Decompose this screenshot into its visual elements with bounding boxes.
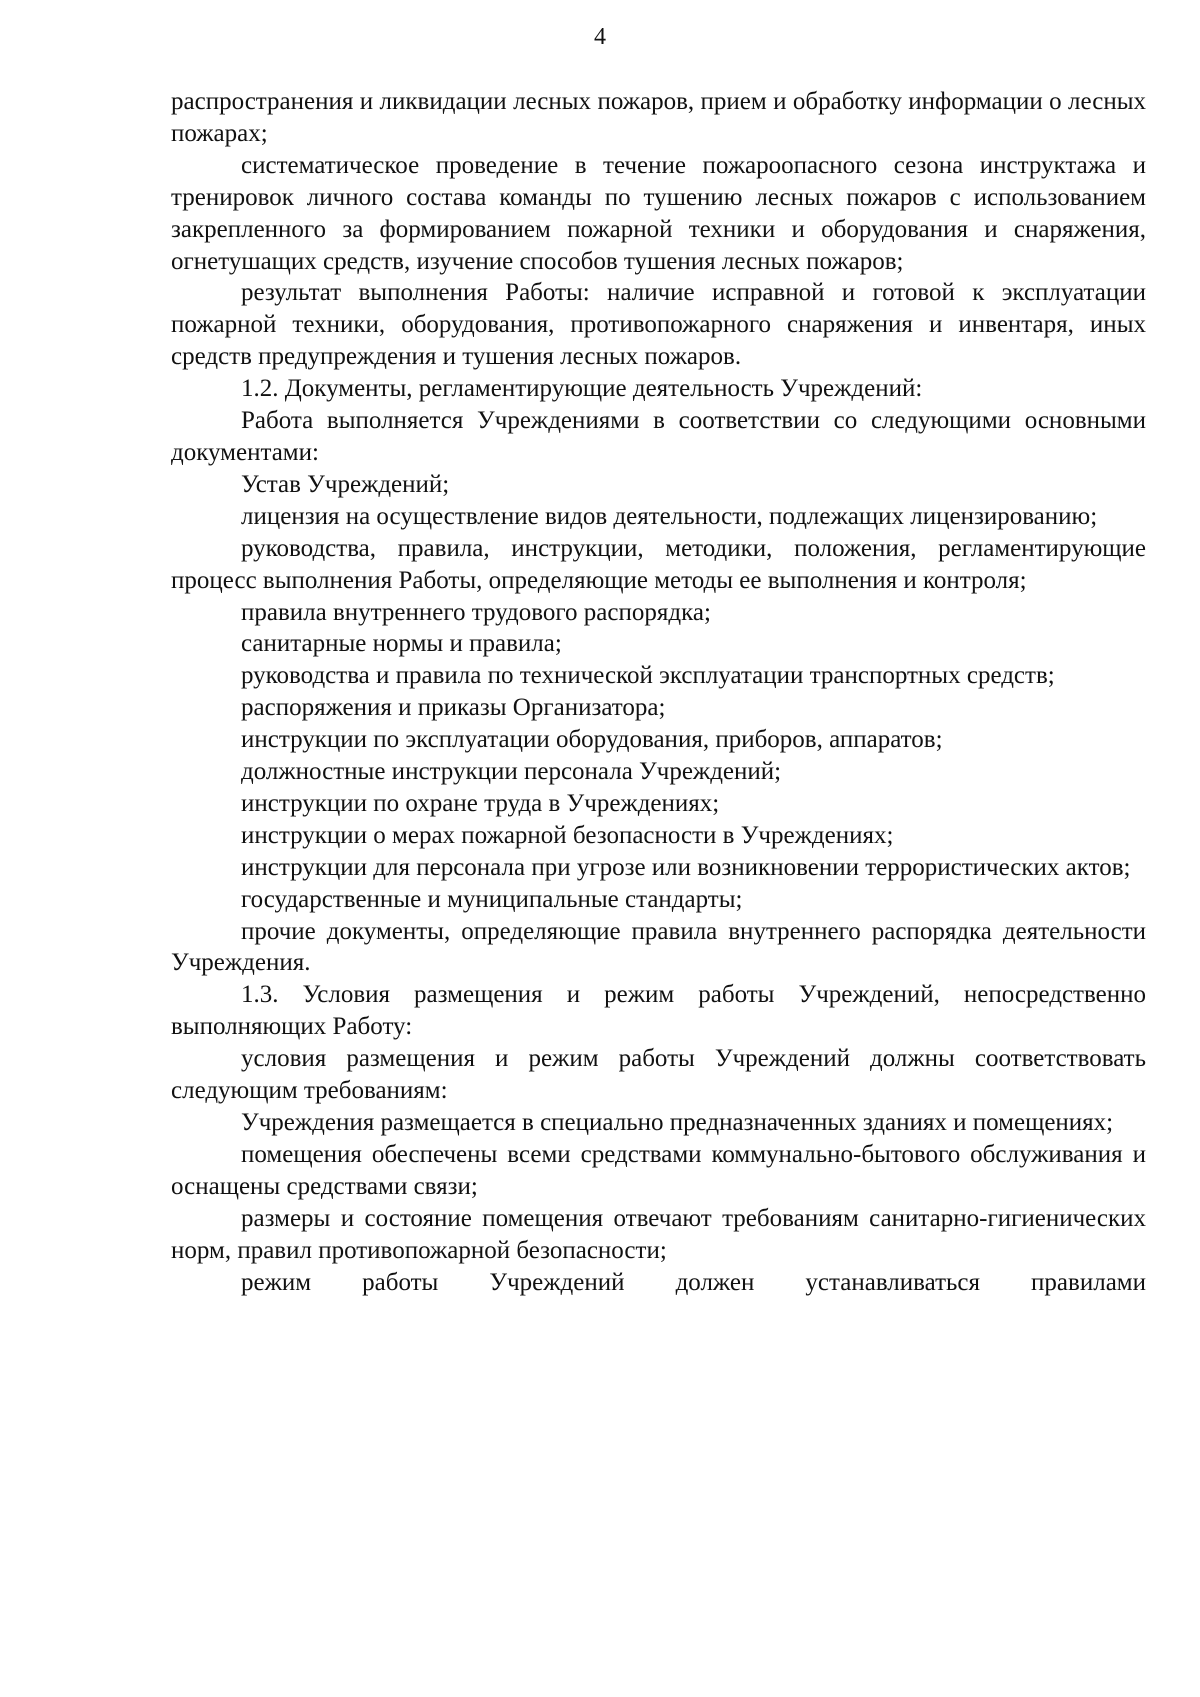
- paragraph-systematic-training: систематическое проведение в течение пожароопасного сезона инструктажа и тренировок личного состава команды по тушению лесных пожаров с использованием закрепленного за формированием пожарной техники и оборудования и снаряжения, огнетушащих средств, изучение способов тушения лесных пожаров;: [171, 151, 1146, 275]
- list-item-labor-safety: инструкции по охране труда в Учреждениях;: [241, 789, 720, 817]
- paragraph-fire-info-processing: распространения и ликвидации лесных пожаров, прием и обработку информации о лесных пожарах;: [171, 88, 1146, 147]
- list-item-job-descriptions: должностные инструкции персонала Учреждений;: [241, 758, 782, 786]
- list-item-other-documents: прочие документы, определяющие правила внутреннего распорядка деятельности Учреждения.: [171, 917, 1146, 977]
- paragraph-work-result: результат выполнения Работы: наличие исправной и готовой к эксплуатации пожарной техники, оборудования, противопожарного снаряжения и инвентаря, иных средств предупреждения и тушения лесных пожаров.: [171, 279, 1146, 371]
- paragraph-documents-intro: Работа выполняется Учреждениями в соответствии со следующими основными документами:: [171, 407, 1146, 466]
- page-number: 4: [594, 24, 606, 50]
- list-item-fire-safety: инструкции о мерах пожарной безопасности в Учреждениях;: [241, 821, 894, 849]
- list-item-equipment-instructions: инструкции по эксплуатации оборудования, приборов, аппаратов;: [241, 726, 943, 754]
- paragraph-conditions-intro: условия размещения и режим работы Учреждений должны соответствовать следующим требованиям:: [171, 1045, 1146, 1105]
- list-item-charter: Устав Учреждений;: [241, 470, 450, 498]
- list-item-room-requirements: размеры и состояние помещения отвечают требованиям санитарно-гигиенических норм, правил противопожарной безопасности;: [171, 1204, 1146, 1264]
- list-item-utilities: помещения обеспечены всеми средствами коммунально-бытового обслуживания и оснащены средствами связи;: [171, 1140, 1146, 1200]
- list-item-internal-rules: правила внутреннего трудового распорядка;: [241, 598, 711, 626]
- section-heading-1-2: 1.2. Документы, регламентирующие деятельность Учреждений:: [241, 375, 923, 403]
- list-item-vehicle-rules: руководства и правила по технической эксплуатации транспортных средств;: [241, 662, 1055, 690]
- list-item-orders: распоряжения и приказы Организатора;: [241, 694, 666, 722]
- list-item-standards: государственные и муниципальные стандарты;: [241, 885, 743, 913]
- list-item-license: лицензия на осуществление видов деятельности, подлежащих лицензированию;: [241, 502, 1098, 530]
- section-heading-1-3: 1.3. Условия размещения и режим работы Учреждений, непосредственно выполняющих Работу:: [171, 981, 1146, 1041]
- list-item-work-schedule: режим работы Учреждений должен устанавливаться правилами: [241, 1268, 1146, 1296]
- list-item-terrorism-instructions: инструкции для персонала при угрозе или возникновении террористических актов;: [241, 853, 1131, 881]
- list-item-buildings: Учреждения размещается в специально предназначенных зданиях и помещениях;: [241, 1109, 1114, 1136]
- list-item-guidelines: руководства, правила, инструкции, методики, положения, регламентирующие процесс выполнения Работы, определяющие методы ее выполнения и контроля;: [171, 534, 1146, 594]
- document-body: [171, 86, 1146, 1298]
- list-item-sanitary-norms: санитарные нормы и правила;: [241, 630, 562, 658]
